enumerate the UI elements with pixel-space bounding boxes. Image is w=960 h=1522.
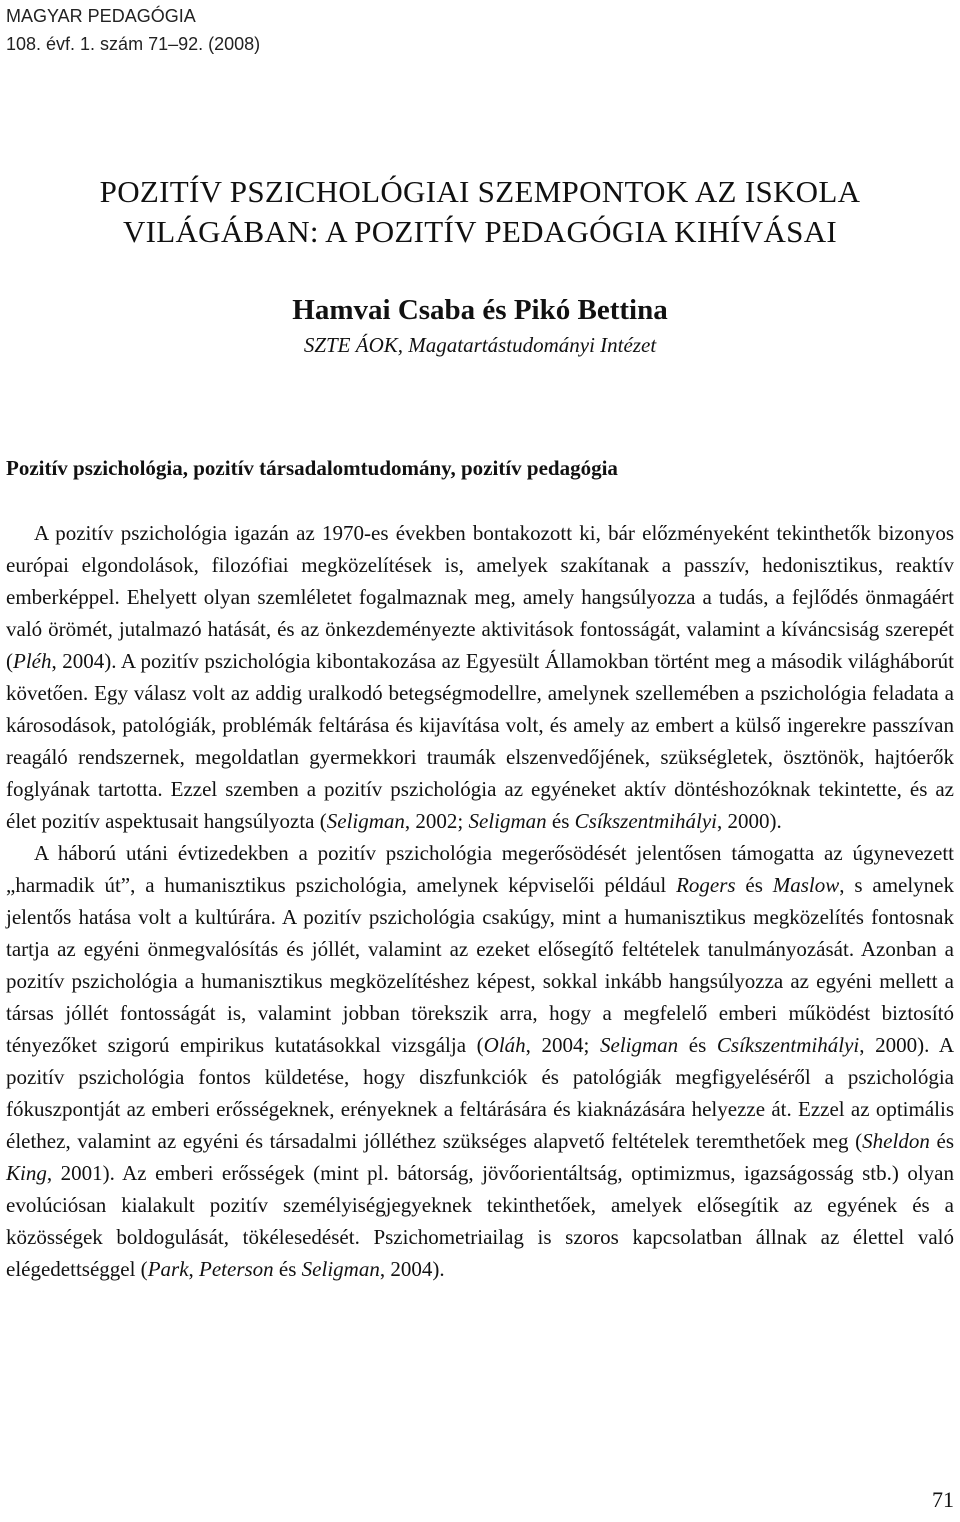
citation-name: Seligman	[301, 1257, 380, 1281]
journal-name: MAGYAR PEDAGÓGIA	[6, 6, 196, 26]
text-run: , 2004).	[379, 1257, 445, 1281]
article-title-line-2: VILÁGÁBAN: A POZITÍV PEDAGÓGIA KIHÍVÁSAI	[122, 214, 838, 249]
text-run: , 2004;	[525, 1033, 601, 1057]
page-number: 71	[932, 1487, 954, 1512]
journal-issue: 108. évf. 1. szám 71–92. (2008)	[6, 34, 261, 54]
citation-name: Park	[147, 1257, 189, 1281]
text-run: és	[546, 809, 575, 833]
citation-name: Pléh	[13, 649, 52, 673]
citation-name: Csíkszentmihályi	[716, 1033, 860, 1057]
keywords: Pozitív pszichológia, pozitív társadalomtudomány, pozitív pedagógia	[6, 456, 618, 480]
text-run: , 2000). A pozitív pszichológia fontos küldetése, hogy diszfunkciók és patológiák megfigyeléséről a pszichológia fókuszpontját az emberi erősségeknek, erényeknek a feltárására és kiaknázására helyezze át. Ezzel az optimális élethez, valamint az egyéni és társadalmi jólléthez szükséges alapvető feltételek teremthetőek meg (	[6, 1033, 954, 1153]
journal-header	[6, 2, 260, 58]
article-title	[0, 172, 960, 252]
citation-name: Seligman	[468, 809, 547, 833]
text-run: A pozitív pszichológia igazán az 1970-es években bontakozott ki, bár előzményeként tekinthetők bizonyos európai elgondolások, filozófiai megközelítések is, amelyek szakítanak a passzív, hedonisztikus, reaktív emberképpel. Ehelyett olyan szemléletet fogalmaznak meg, amely hangsúlyozza a tudás, a fejlődés önmagáért való örömét, jutalmazó hatását, és az önkezdeményezte aktivitások fontosságát, valamint a kíváncsiság szerepét (	[6, 521, 954, 673]
text-run: , s amelynek jelentős hatása volt a kultúrára. A pozitív pszichológia csakúgy, mint a humanisztikus megközelítés fontosnak tartja az egyéni önmegvalósítás és jóllét, valamint az ezeket elősegítő feltételek tanulmányozását. Azonban a pozitív pszichológia a humanisztikus megközelítéshez képest, sokkal inkább hangsúlyozza az egyéni mellett a társas jóllét fontosságát is, valamint jobban törekszik arra, hogy a megfelelő emberi működést biztosító tényezőket szigorú empirikus kutatásokkal vizsgálja (	[6, 873, 955, 1057]
text-run: és	[678, 1033, 717, 1057]
citation-name: Seligman	[600, 1033, 679, 1057]
citation-name: Sheldon	[862, 1129, 930, 1153]
citation-name: Peterson	[199, 1257, 274, 1281]
text-run: , 2004). A pozitív pszichológia kibontakozása az Egyesült Államokban történt meg a második világháborút követően. Egy válasz volt az addig uralkodó betegségmodellre, amelynek szellemében a pszichológia feladata a károsodások, patológiák, problémák feltárása és kijavítása volt, és amely az embert a külső ingerekre passzívan reagáló rendszernek, megoldatlan gyermekkori traumák elszenvedőjének, szükségletek, ösztönök, hajtóerők foglyának tartotta. Ezzel szemben a pozitív pszichológia az egyéneket aktív döntéshozóknak tekintette, és az élet pozitív aspektusait hangsúlyozta (	[6, 649, 954, 833]
text-run: , 2001). Az emberi erősségek (mint pl. bátorság, jövőorientáltság, optimizmus, igazságosság stb.) olyan evolúciósan kialakult pozitív személyiségjegyeknek tekinthetőek, amelyek elősegítik az egyének és a közösségek boldogulását, tökélesedését. Pszichometriailag is szoros kapcsolatban állnak az élettel való elégedettséggel (	[6, 1161, 954, 1281]
text-run: ,	[188, 1257, 200, 1281]
article-authors: Hamvai Csaba és Pikó Bettina	[292, 294, 668, 326]
citation-name: Maslow	[772, 873, 840, 897]
citation-name: King	[6, 1161, 47, 1185]
text-run: és	[273, 1257, 302, 1281]
citation-name: Oláh	[483, 1033, 526, 1057]
body-paragraph-2	[6, 837, 954, 1285]
citation-name: Csíkszentmihályi	[574, 809, 717, 833]
text-run: és	[735, 873, 773, 897]
article-title-line-1: POZITÍV PSZICHOLÓGIAI SZEMPONTOK AZ ISKOLA	[99, 174, 861, 209]
text-run: és	[929, 1129, 954, 1153]
text-run: A háború utáni évtizedekben a pozitív pszichológia megerősödését jelentősen támogatta az úgynevezett „harmadik út”, a humanisztikus pszichológia, amelynek képviselői például	[6, 841, 954, 897]
text-run: , 2002;	[404, 809, 469, 833]
citation-name: Seligman	[326, 809, 405, 833]
author-affiliation: SZTE ÁOK, Magatartástudományi Intézet	[303, 333, 657, 357]
article-body	[6, 517, 954, 1285]
citation-name: Rogers	[676, 873, 736, 897]
body-paragraph-1	[6, 517, 954, 837]
text-run: , 2000).	[716, 809, 782, 833]
